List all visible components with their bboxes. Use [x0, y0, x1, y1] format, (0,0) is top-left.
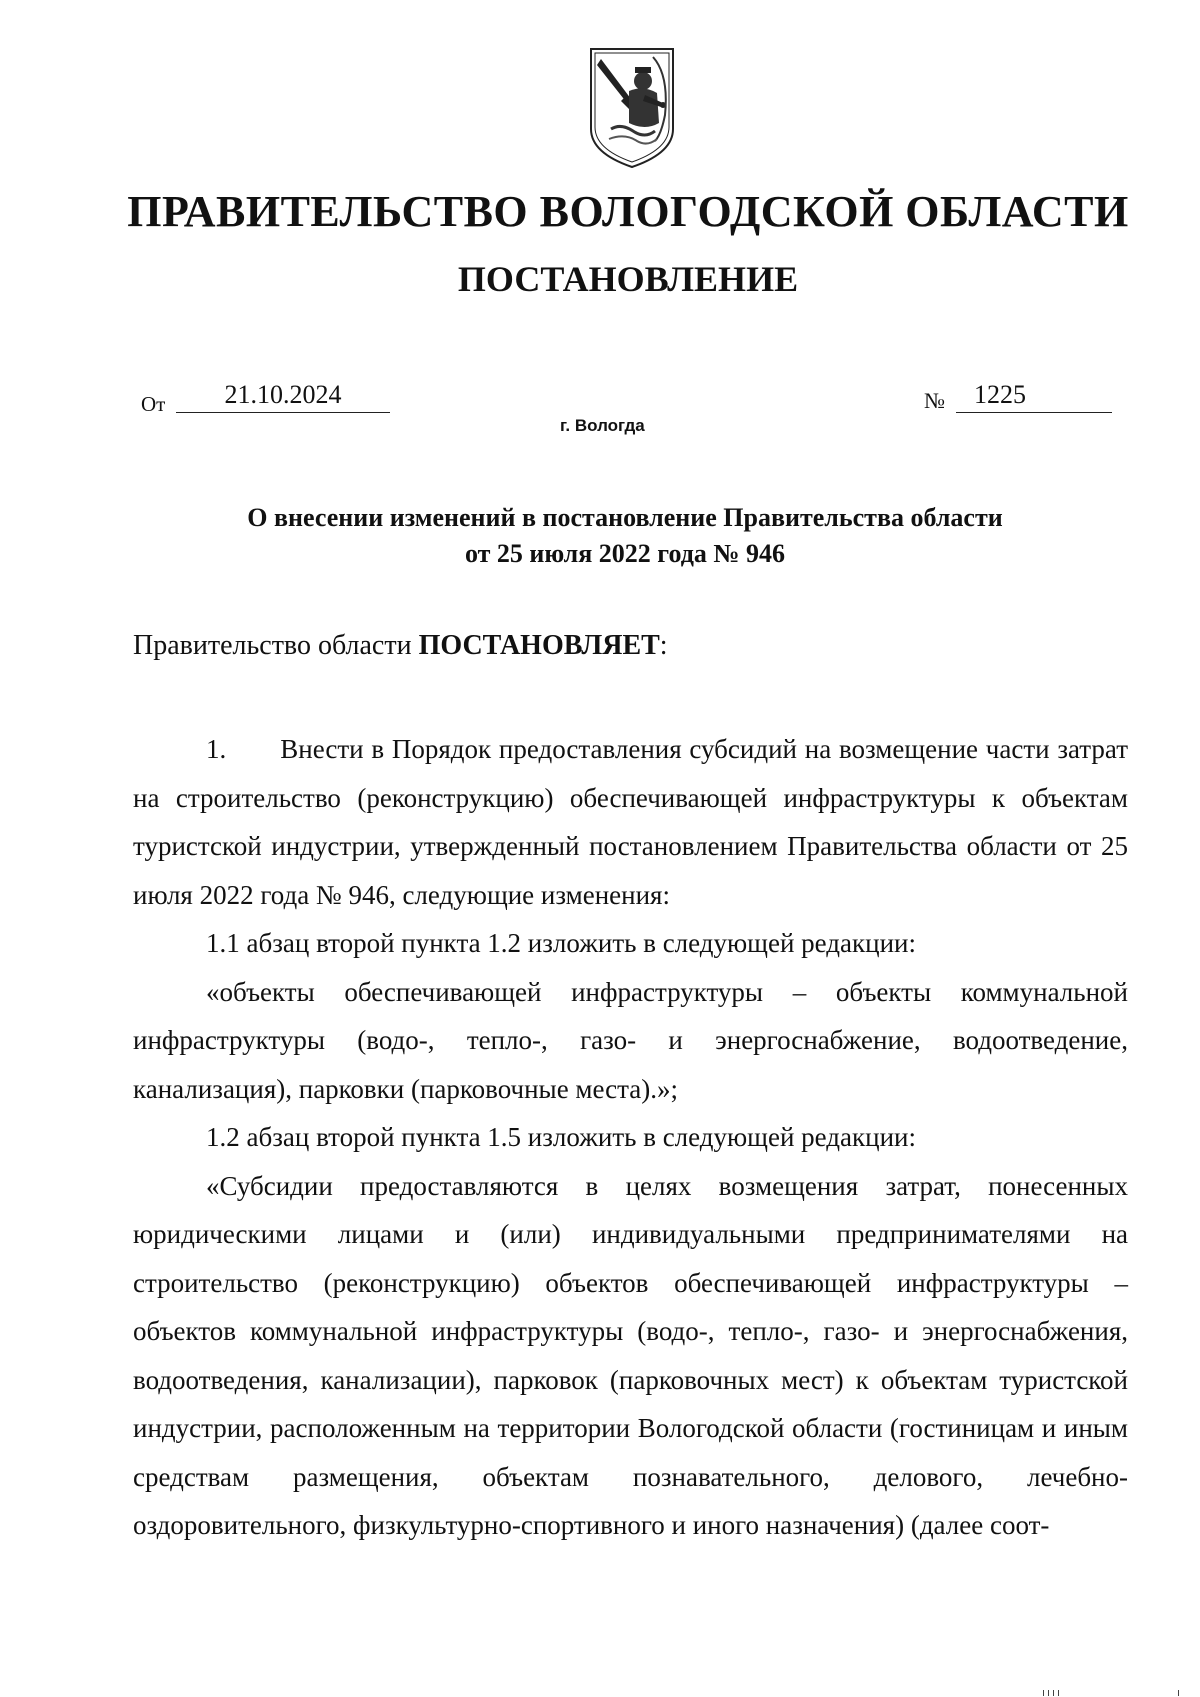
document-subject: [130, 500, 1120, 572]
city-label: г. Вологда: [560, 416, 645, 435]
paragraph-quote-2: «Субсидии предоставляются в целях возмещения затрат, понесенных юридическими лицами и (или) индивидуальными предпринимателями на строительство (реконструкцию) объектов обеспечивающей инфраструктуры – объектов коммунальной инфраструктуры (водо-, тепло-, газо- и энергоснабжения, водоотведения, канализации), парковок (парковочных мест) к объектам туристской индустрии, расположенным на территории Вологодской области (гостиницам и иным средствам размещения, объектам познавательного, делового, лечебно-оздоровительного, физкультурно-спортивного и иного назначения) (далее соот-: [133, 1170, 1128, 1540]
paragraph-quote-1: «объекты обеспечивающей инфраструктуры – объекты коммунальной инфраструктуры (водо-, тепло-, газо- и энергоснабжение, водоотведение, канализация), парковки (парковочные места).»;: [133, 976, 1128, 1104]
document-number: 1225: [956, 380, 1112, 413]
intro-suffix: :: [659, 630, 668, 661]
paragraph-1-2: 1.2 абзац второй пункта 1.5 изложить в следующей редакции:: [206, 1122, 916, 1152]
paragraph-1-1: 1.1 абзац второй пункта 1.2 изложить в следующей редакции:: [206, 928, 916, 958]
scan-mark: [1058, 1690, 1059, 1696]
resolution-intro: [133, 630, 668, 662]
scan-mark: [1043, 1690, 1044, 1696]
date-prefix: От: [141, 392, 166, 416]
document-body: [133, 725, 1128, 1550]
coat-of-arms-icon: [585, 45, 679, 169]
scan-mark: [1048, 1690, 1049, 1696]
scan-mark: [1178, 1690, 1179, 1696]
subject-line-1: О внесении изменений в постановление Правительства области: [247, 503, 1003, 532]
subject-line-2: от 25 июля 2022 года № 946: [465, 539, 785, 568]
government-title: ПРАВИТЕЛЬСТВО ВОЛОГОДСКОЙ ОБЛАСТИ: [127, 187, 1129, 236]
document-type-title: ПОСТАНОВЛЕНИЕ: [457, 259, 799, 299]
scan-mark: [1053, 1690, 1054, 1696]
number-prefix: №: [924, 388, 945, 413]
intro-text: Правительство области: [133, 630, 419, 661]
paragraph-1: 1. Внести в Порядок предоставления субсидий на возмещение части затрат на строительство (реконструкцию) обеспечивающей инфраструктуры к объектам туристской индустрии, утвержденный постановлением Правительства области от 25 июля 2022 года № 946, следующие изменения:: [133, 734, 1128, 910]
document-date: 21.10.2024: [176, 380, 390, 413]
intro-emphasis: ПОСТАНОВЛЯЕТ: [418, 630, 660, 661]
